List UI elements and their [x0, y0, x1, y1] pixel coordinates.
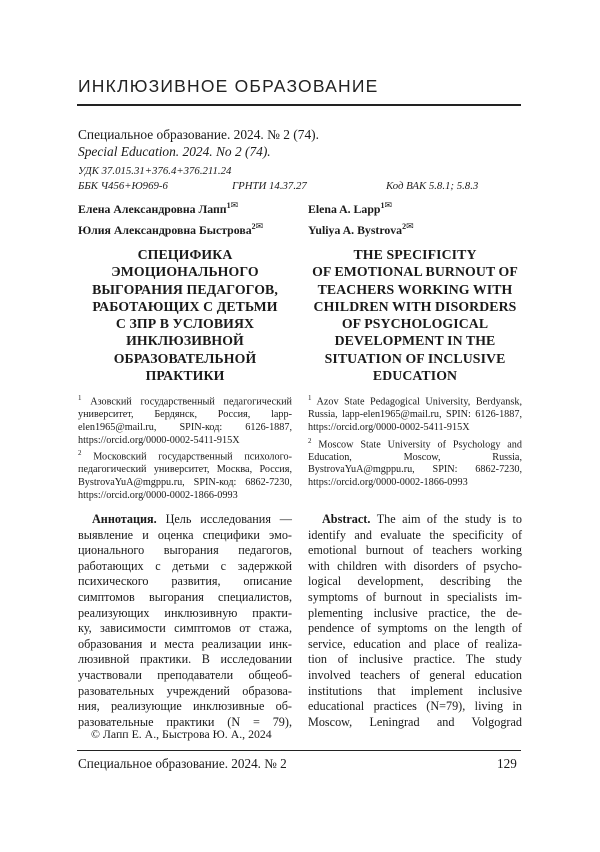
abstract-line: выявление и оценка специфики эмо-	[78, 527, 292, 542]
title-line: TEACHERS WORKING WITH	[317, 281, 513, 297]
article-title-ru	[78, 246, 292, 384]
abstract-line: ку, зависимости симптомов от стажа,	[78, 621, 292, 636]
title-line: OF EMOTIONAL BURNOUT OF	[312, 264, 518, 280]
title-line: С ЗПР В УСЛОВИЯХ	[115, 316, 255, 332]
abstract-line: involved teachers of general education	[308, 667, 522, 682]
affiliation-item	[78, 392, 292, 447]
envelope-icon: ✉	[384, 200, 392, 210]
abstract-ru	[78, 512, 292, 730]
abstract-line: tion of inclusive practice. The study	[308, 652, 522, 667]
affiliations-ru	[78, 392, 292, 502]
title-line: ПРАКТИКИ	[145, 368, 225, 384]
author-en-2	[308, 218, 414, 239]
abstract-line: люзивной практики. В исследовании	[78, 652, 292, 667]
abstract-line: разовательных учреждений образова-	[78, 683, 292, 698]
page-number: 129	[497, 756, 517, 771]
affiliation-item	[308, 435, 522, 490]
abstract-line: plementing inclusive practice, the de-	[308, 605, 522, 620]
citation-en: Special Education. 2024. No 2 (74).	[78, 144, 271, 159]
affiliation-item	[308, 392, 522, 435]
abstract-line: with children with disorders of psycho-	[308, 558, 522, 573]
vak-code: Код ВАК 5.8.1; 5.8.3	[386, 180, 479, 192]
title-line: THE SPECIFICITY	[353, 247, 477, 262]
header-rule	[77, 104, 521, 106]
abstract-line: symptoms of burnout in specialists im-	[308, 589, 522, 604]
affiliation-text: Moscow State University of Psychology and Education, Moscow, Russia, BystrovaYuA@mgppu.ru, SPIN: 6862-7230, https://orcid.org/0000-0002-1866-0993	[308, 438, 522, 488]
author-sup: 2	[402, 221, 407, 231]
abstract-line: Аннотация. Цель исследования —	[92, 512, 292, 526]
abstract-label: Аннотация.	[92, 512, 157, 526]
author-ru-1	[78, 197, 263, 218]
footer-journal: Специальное образование. 2024. № 2	[78, 756, 287, 771]
title-line: EDUCATION	[372, 368, 458, 384]
abstract-line: работающих с детьми с задержкой	[78, 558, 292, 573]
author-ru-2	[78, 218, 263, 239]
title-line: ИНКЛЮЗИВНОЙ	[126, 333, 244, 349]
title-line: РАБОТАЮЩИХ С ДЕТЬМИ	[92, 298, 278, 314]
abstract-line: institutions that implement inclusive	[308, 683, 522, 698]
title-line: CHILDREN WITH DISORDERS	[313, 298, 517, 314]
citation-ru: Специальное образование. 2024. № 2 (74).	[78, 127, 319, 142]
author-en-1	[308, 197, 414, 218]
title-line: СПЕЦИФИКА	[137, 247, 233, 262]
affiliation-sup: 2	[308, 436, 312, 445]
envelope-icon: ✉	[406, 220, 414, 231]
authors-en	[308, 197, 414, 239]
udk-code: УДК 37.015.31+376.4+376.211.24	[78, 165, 232, 177]
abstract-line: реализующих инклюзивную практи-	[78, 605, 292, 620]
affiliation-item	[78, 447, 292, 502]
footer-rule	[77, 750, 521, 751]
affiliation-text: Московский государственный психолого-педагогический университет, Москва, Россия, BystrovaYuA@mgppu.ru, SPIN-код: 6862-7230, https://orcid.org/0000-0002-1866-0993	[78, 451, 293, 501]
abstract-line: Abstract. The aim of the study is to	[322, 512, 523, 526]
abstract-line: психического развития, описание	[78, 574, 292, 589]
abstract-line: образования и места реализации инк-	[78, 636, 292, 651]
abstract-line: Moscow, Leningrad and Volgograd	[308, 714, 522, 729]
title-line: ЭМОЦИОНАЛЬНОГО	[111, 264, 259, 280]
abstract-en	[308, 512, 522, 730]
author-name: Елена Александровна Лапп	[78, 201, 227, 216]
envelope-icon: ✉	[230, 200, 239, 210]
abstract-line: разовательные практики (N = 79),	[78, 714, 292, 729]
abstract-line: ционального выгорания педагогов,	[78, 543, 292, 558]
abstract-line: identify and evaluate the specificity of	[308, 527, 522, 542]
section-header: ИНКЛЮЗИВНОЕ ОБРАЗОВАНИЕ	[78, 76, 379, 96]
abstract-line: симптомов выгорания специалистов,	[78, 589, 292, 604]
author-name: Elena A. Lapp	[308, 201, 381, 216]
abstract-line: ния, реализующие инклюзивные об-	[78, 699, 292, 714]
affiliation-text: Azov State Pedagogical University, Berdyansk, Russia, lapp-elen1965@mail.ru, SPIN: 6126-1887, https://orcid.org/0000-0002-5411-915X	[308, 396, 522, 433]
author-name: Yuliya A. Bystrova	[308, 222, 403, 237]
authors-ru	[78, 197, 263, 239]
abstract-line: emotional burnout of teachers working	[308, 543, 522, 558]
affiliation-text: Азовский государственный педагогический университет, Бердянск, Россия, lapp-elen1965@mail.ru, SPIN-код: 6126-1887, https://orcid.org/0000-0002-5411-915X	[78, 396, 292, 446]
title-line: DEVELOPMENT IN THE	[334, 333, 496, 349]
affiliation-sup: 1	[78, 394, 82, 402]
author-name: Юлия Александровна Быстрова	[78, 222, 252, 237]
bbk-code: ББК Ч456+Ю969-6	[78, 180, 168, 192]
title-line: OF PSYCHOLOGICAL	[341, 316, 489, 332]
article-title-en	[308, 246, 522, 384]
affiliation-sup: 1	[308, 394, 312, 402]
author-sup: 2	[251, 221, 256, 231]
affiliation-sup: 2	[78, 449, 82, 458]
title-line: SITUATION OF INCLUSIVE	[324, 350, 506, 366]
author-sup: 1	[380, 201, 385, 210]
author-sup: 1	[226, 201, 231, 210]
title-line: ОБРАЗОВАТЕЛЬНОЙ	[113, 350, 257, 366]
grnti-code: ГРНТИ 14.37.27	[232, 180, 307, 192]
envelope-icon: ✉	[255, 220, 264, 231]
abstract-label: Abstract.	[322, 512, 371, 526]
abstract-line: участвовали преподаватели общеоб-	[78, 667, 292, 682]
abstract-line: pendence of symptoms on the length of	[308, 621, 522, 636]
abstract-line: service, education and place of realiza-	[308, 636, 522, 651]
abstract-line: logical development, describing the	[308, 574, 522, 589]
title-line: ВЫГОРАНИЯ ПЕДАГОГОВ,	[92, 281, 278, 297]
affiliations-en	[308, 392, 522, 490]
abstract-line: educational practices (N=79), living in	[308, 699, 522, 714]
copyright-note: © Лапп Е. А., Быстрова Ю. А., 2024	[91, 727, 272, 741]
